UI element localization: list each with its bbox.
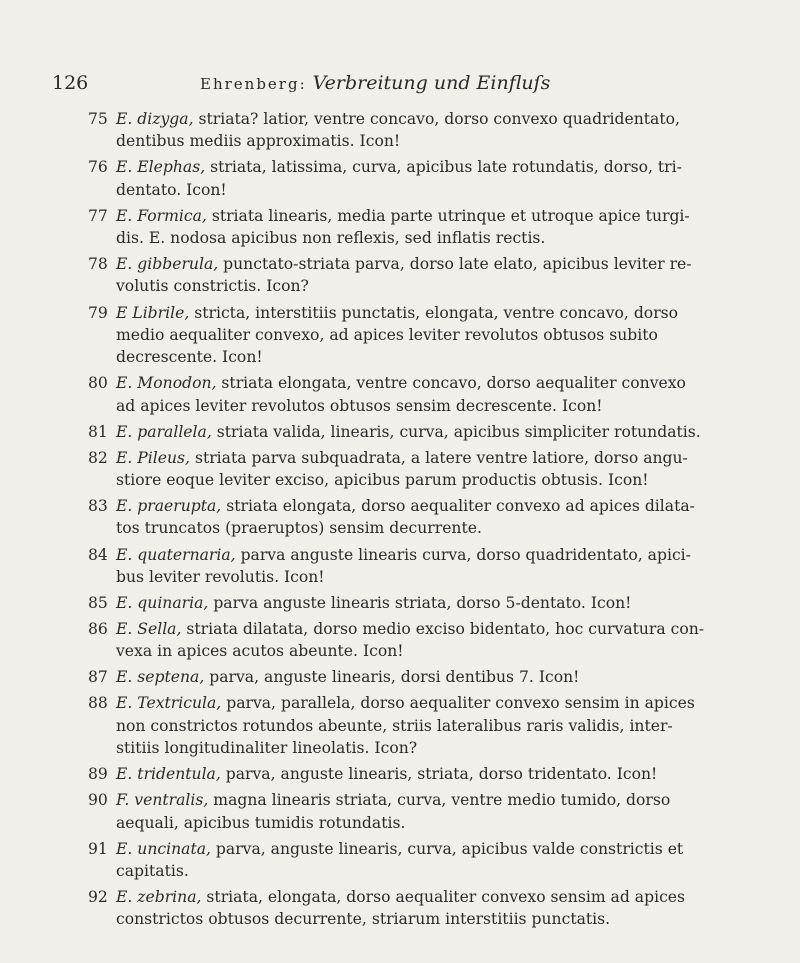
entry-text: striata dilatata, dorso medio exciso bidentato, hoc curvatura con-	[181, 620, 705, 638]
entry-text: striata linearis, media parte utrinque et utroque apice turgi-	[206, 206, 690, 225]
entry-line	[116, 812, 752, 834]
entry-text: stiore eoque leviter exciso, apicibus parum productis obtusis. Icon!	[116, 471, 649, 490]
species-entry	[0, 372, 800, 417]
entry-line	[116, 763, 752, 785]
species-name: E. zebrina,	[116, 888, 202, 907]
entry-number: 88	[88, 694, 108, 713]
entry-line	[116, 618, 752, 640]
entry-number: 76	[88, 158, 108, 177]
species-name: E. tridentula,	[116, 765, 221, 784]
entry-line	[116, 495, 752, 517]
entry-line	[116, 566, 752, 588]
page-number: 126	[52, 72, 89, 94]
entry-number: 80	[88, 374, 108, 393]
entry-text: striata, elongata, dorso aequaliter convexo sensim ad apices	[201, 888, 686, 907]
species-entry	[0, 763, 800, 785]
entry-number: 91	[88, 839, 108, 858]
entry-text: parva, anguste linearis, striata, dorso tridentato. Icon!	[220, 765, 658, 784]
entry-line	[116, 838, 752, 860]
entry-text: striata elongata, ventre concavo, dorso aequaliter convexo	[216, 374, 686, 393]
species-name: E. praerupta,	[116, 497, 222, 516]
species-entry	[0, 886, 800, 931]
entry-text: dentato. Icon!	[116, 180, 227, 199]
entry-line	[116, 886, 752, 908]
species-name: E. dizyga,	[116, 110, 194, 128]
species-name: E. uncinata,	[116, 839, 211, 858]
species-name: E. septena,	[116, 668, 205, 687]
entry-number: 77	[88, 206, 108, 225]
running-title	[200, 72, 550, 94]
species-name: E. Textricula,	[116, 694, 222, 713]
species-name: E. parallela,	[116, 422, 212, 441]
species-name: E. Monodon,	[116, 374, 217, 393]
entry-line	[116, 275, 752, 297]
entry-line	[116, 692, 752, 714]
entry-line	[116, 108, 752, 130]
running-header	[52, 72, 752, 100]
entry-number: 85	[88, 593, 108, 612]
entry-text: non constrictos rotundos abeunte, striis lateralibus raris validis, inter-	[116, 716, 673, 735]
entry-text: striata elongata, dorso aequaliter convexo ad apices dilata-	[221, 497, 695, 516]
species-name: F. ventralis,	[116, 791, 209, 810]
entry-text: capitatis.	[116, 861, 189, 880]
entry-text: striata valida, linearis, curva, apicibus simpliciter rotundatis.	[211, 422, 701, 441]
entry-text: parva, anguste linearis, dorsi dentibus 7. Icon!	[204, 668, 580, 687]
entry-line	[116, 469, 752, 491]
entry-number: 89	[88, 765, 108, 784]
entry-line	[116, 517, 752, 539]
entry-line	[116, 395, 752, 417]
entry-line	[116, 205, 752, 227]
entry-text: striata, latissima, curva, apicibus late rotundatis, dorso, tri-	[205, 158, 682, 177]
entry-text: punctato-striata parva, dorso late elato, apicibus leviter re-	[218, 255, 692, 274]
entry-text: parva, anguste linearis, curva, apicibus valde constrictis et	[210, 839, 684, 858]
entry-text: volutis constrictis. Icon?	[116, 277, 309, 296]
species-entry	[0, 108, 800, 153]
entry-number: 78	[88, 255, 108, 274]
species-entry	[0, 544, 800, 589]
entry-line	[116, 908, 752, 930]
entry-line	[116, 640, 752, 662]
species-entry	[0, 156, 800, 201]
entry-text: striata parva subquadrata, a latere ventre latiore, dorso angu-	[190, 448, 688, 467]
entry-text: tos truncatos (praeruptos) sensim decurrente.	[116, 519, 482, 538]
species-name: E Librile,	[116, 303, 190, 322]
species-entry	[0, 838, 800, 883]
entry-text: parva anguste linearis striata, dorso 5-dentato. Icon!	[208, 593, 632, 612]
entry-line	[116, 227, 752, 249]
entry-text: striata? latior, ventre concavo, dorso convexo quadridentato,	[193, 110, 680, 128]
species-name: E. Sella,	[116, 620, 182, 638]
entry-line	[116, 789, 752, 811]
entry-number: 87	[88, 668, 108, 687]
species-entry	[0, 789, 800, 834]
species-entry	[0, 666, 800, 688]
species-entry	[0, 447, 800, 492]
entry-line	[116, 324, 752, 346]
species-name: E. Formica,	[116, 206, 207, 225]
species-entry	[0, 302, 800, 369]
species-entry	[0, 205, 800, 250]
entry-line	[116, 346, 752, 368]
entry-text: stricta, interstitiis punctatis, elongata, ventre concavo, dorso	[189, 303, 679, 322]
entry-line	[116, 737, 752, 759]
species-entry	[0, 592, 800, 614]
species-name: E. gibberula,	[116, 255, 219, 274]
entry-line	[116, 860, 752, 882]
entry-text: stitiis longitudinaliter lineolatis. Icon?	[116, 739, 418, 758]
entry-line	[116, 179, 752, 201]
species-entry	[0, 421, 800, 443]
species-name: E. Elephas,	[116, 158, 206, 177]
entry-text: magna linearis striata, curva, ventre medio tumido, dorso	[208, 791, 671, 810]
entry-line	[116, 253, 752, 275]
entry-number: 90	[88, 791, 108, 810]
species-entry	[0, 253, 800, 298]
entry-line	[116, 715, 752, 737]
entry-number: 79	[88, 303, 108, 322]
entry-number: 75	[88, 110, 108, 128]
work-title: Verbreitung und Einfluſs	[312, 72, 551, 94]
entry-number: 84	[88, 545, 108, 564]
entry-text: parva, parallela, dorso aequaliter convexo sensim in apices	[221, 694, 695, 713]
entry-number: 82	[88, 448, 108, 467]
entry-text: constrictos obtusos decurrente, striarum interstitiis punctatis.	[116, 910, 611, 929]
entry-text: aequali, apicibus tumidis rotundatis.	[116, 813, 406, 832]
entry-line	[116, 666, 752, 688]
entry-number: 86	[88, 620, 108, 638]
entry-text: dis. E. nodosa apicibus non reflexis, sed inflatis rectis.	[116, 229, 546, 248]
entry-text: dentibus mediis approximatis. Icon!	[116, 132, 401, 151]
entry-line	[116, 544, 752, 566]
entry-text: medio aequaliter convexo, ad apices leviter revolutos obtusos subito	[116, 325, 658, 344]
entry-line	[116, 156, 752, 178]
entry-text: bus leviter revolutis. Icon!	[116, 567, 325, 586]
entry-text: decrescente. Icon!	[116, 348, 263, 367]
entry-line	[116, 302, 752, 324]
entry-line	[116, 592, 752, 614]
entry-line	[116, 421, 752, 443]
species-entry	[0, 495, 800, 540]
entry-line	[116, 130, 752, 152]
species-list	[0, 108, 800, 934]
species-name: E. Pileus,	[116, 448, 190, 467]
species-entry	[0, 692, 800, 759]
species-entry	[0, 618, 800, 663]
entry-number: 83	[88, 497, 108, 516]
entry-number: 92	[88, 888, 108, 907]
entry-number: 81	[88, 422, 108, 441]
entry-line	[116, 372, 752, 394]
species-name: E. quaternaria,	[116, 545, 236, 564]
entry-text: parva anguste linearis curva, dorso quadridentato, apici-	[235, 545, 691, 564]
entry-text: ad apices leviter revolutos obtusos sensim decrescente. Icon!	[116, 396, 603, 415]
entry-line	[116, 447, 752, 469]
species-name: E. quinaria,	[116, 593, 209, 612]
entry-text: vexa in apices acutos abeunte. Icon!	[116, 642, 404, 661]
author-name: Ehrenberg:	[200, 75, 307, 93]
